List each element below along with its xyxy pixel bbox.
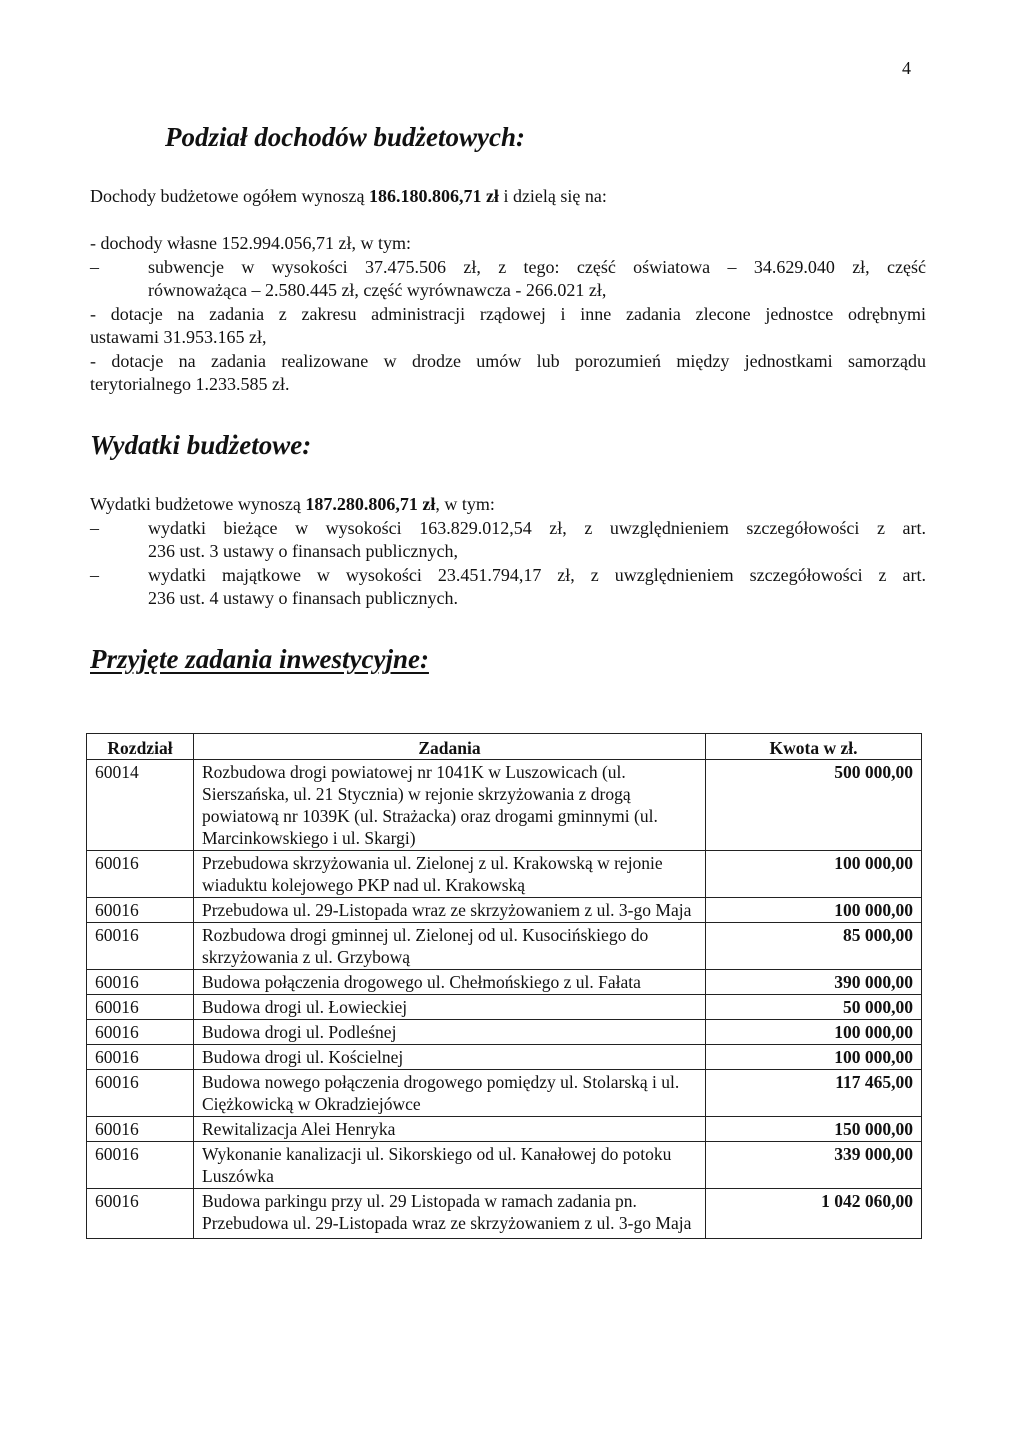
table-header-row xyxy=(87,734,922,760)
row-kwota: 500 000,00 xyxy=(706,760,922,851)
table-row xyxy=(87,851,922,898)
row-rozdzial: 60014 xyxy=(87,760,194,851)
revenue-total: 186.180.806,71 zł xyxy=(368,186,499,206)
investments-table xyxy=(86,733,922,1239)
header-kwota: Kwota w zł. xyxy=(706,734,922,760)
table-row xyxy=(87,1045,922,1070)
current-expenses-dash: – xyxy=(90,517,99,538)
table-row xyxy=(87,1189,922,1239)
revenue-breakdown xyxy=(90,232,926,397)
table-row xyxy=(87,995,922,1020)
expenditure-intro-pre: Wydatki budżetowe wynoszą xyxy=(90,494,306,514)
row-rozdzial: 60016 xyxy=(87,1045,194,1070)
row-rozdzial: 60016 xyxy=(87,1020,194,1045)
capital-expenses-line-1: wydatki majątkowe w wysokości 23.451.794,17 zł, z uwzględnieniem szczegółowości z art. xyxy=(148,564,926,585)
row-zadanie: Rozbudowa drogi gminnej ul. Zielonej od ul. Kusocińskiego do skrzyżowania z ul. Grzybową xyxy=(194,923,706,970)
row-kwota: 100 000,00 xyxy=(706,898,922,923)
capital-expenses-dash: – xyxy=(90,564,99,585)
table-row xyxy=(87,1142,922,1189)
row-zadanie: Budowa parkingu przy ul. 29 Listopada w ramach zadania pn. Przebudowa ul. 29-Listopada wraz ze skrzyżowaniem z ul. 3-go Maja xyxy=(194,1189,706,1239)
grants-admin-line-1: - dotacje na zadania z zakresu administracji rządowej i inne zadania zlecone jednostce odrębnymi xyxy=(90,303,926,324)
current-expenses-line-2: 236 ust. 3 ustawy o finansach publicznych, xyxy=(148,541,458,561)
page-number: 4 xyxy=(902,58,911,78)
row-rozdzial: 60016 xyxy=(87,970,194,995)
expenditure-intro xyxy=(90,493,926,517)
header-zadania: Zadania xyxy=(194,734,706,760)
table-row xyxy=(87,970,922,995)
row-zadanie: Budowa połączenia drogowego ul. Chełmońskiego z ul. Fałata xyxy=(194,970,706,995)
row-rozdzial: 60016 xyxy=(87,1070,194,1117)
row-zadanie: Budowa drogi ul. Łowieckiej xyxy=(194,995,706,1020)
row-kwota: 339 000,00 xyxy=(706,1142,922,1189)
table-row xyxy=(87,898,922,923)
row-rozdzial: 60016 xyxy=(87,1117,194,1142)
investments-title: Przyjęte zadania inwestycyjne: xyxy=(90,644,429,674)
row-zadanie: Przebudowa ul. 29-Listopada wraz ze skrzyżowaniem z ul. 3-go Maja xyxy=(194,898,706,923)
capital-expenses-item xyxy=(90,564,926,588)
current-expenses-line-1: wydatki bieżące w wysokości 163.829.012,54 zł, z uwzględnieniem szczegółowości z art. xyxy=(148,517,926,538)
subsidy-item xyxy=(90,256,926,280)
row-zadanie: Rozbudowa drogi powiatowej nr 1041K w Luszowicach (ul. Sierszańska, ul. 21 Stycznia) w rejonie skrzyżowania z drogą powiatową nr 1039K (ul. Strażacka) oraz drogami gminnymi (ul. Marcinkowskiego i ul. Skargi) xyxy=(194,760,706,851)
row-kwota: 150 000,00 xyxy=(706,1117,922,1142)
table-row xyxy=(87,1020,922,1045)
row-zadanie: Budowa nowego połączenia drogowego pomiędzy ul. Stolarską i ul. Ciężkowicką w Okradziejówce xyxy=(194,1070,706,1117)
capital-expenses-line-2: 236 ust. 4 ustawy o finansach publicznych. xyxy=(148,588,458,608)
table-row xyxy=(87,1070,922,1117)
row-zadanie: Rewitalizacja Alei Henryka xyxy=(194,1117,706,1142)
row-kwota: 85 000,00 xyxy=(706,923,922,970)
header-rozdzial: Rozdział xyxy=(87,734,194,760)
revenue-intro-post: i dzielą się na: xyxy=(498,186,607,206)
row-zadanie: Budowa drogi ul. Podleśnej xyxy=(194,1020,706,1045)
row-rozdzial: 60016 xyxy=(87,898,194,923)
expenditure-intro-post: , w tym: xyxy=(435,494,495,514)
grants-admin-line-2: ustawami 31.953.165 zł, xyxy=(90,327,267,347)
expenditure-title: Wydatki budżetowe: xyxy=(90,430,312,460)
table-row xyxy=(87,760,922,851)
row-rozdzial: 60016 xyxy=(87,995,194,1020)
subsidy-line-1: subwencje w wysokości 37.475.506 zł, z tego: część oświatowa – 34.629.040 zł, część xyxy=(148,256,926,277)
revenue-intro xyxy=(90,185,926,209)
current-expenses-item xyxy=(90,517,926,541)
row-kwota: 100 000,00 xyxy=(706,1020,922,1045)
row-rozdzial: 60016 xyxy=(87,1189,194,1239)
row-rozdzial: 60016 xyxy=(87,1142,194,1189)
table-row xyxy=(87,923,922,970)
row-zadanie: Przebudowa skrzyżowania ul. Zielonej z ul. Krakowską w rejonie wiaduktu kolejowego PKP nad ul. Krakowską xyxy=(194,851,706,898)
row-kwota: 117 465,00 xyxy=(706,1070,922,1117)
row-kwota: 100 000,00 xyxy=(706,851,922,898)
expenditure-total: 187.280.806,71 zł xyxy=(305,494,436,514)
revenue-title: Podział dochodów budżetowych: xyxy=(165,122,526,152)
revenue-intro-pre: Dochody budżetowe ogółem wynoszą xyxy=(90,186,369,206)
subsidy-dash: – xyxy=(90,256,99,277)
row-kwota: 100 000,00 xyxy=(706,1045,922,1070)
own-revenue-line: - dochody własne 152.994.056,71 zł, w tym: xyxy=(90,233,411,253)
table-row xyxy=(87,1117,922,1142)
row-zadanie: Budowa drogi ul. Kościelnej xyxy=(194,1045,706,1070)
row-kwota: 1 042 060,00 xyxy=(706,1189,922,1239)
subsidy-line-2: równoważąca – 2.580.445 zł, część wyrównawcza - 266.021 zł, xyxy=(148,280,607,300)
grants-agreements-line-1: - dotacje na zadania realizowane w drodze umów lub porozumień między jednostkami samorządu xyxy=(90,350,926,371)
row-zadanie: Wykonanie kanalizacji ul. Sikorskiego od ul. Kanałowej do potoku Luszówka xyxy=(194,1142,706,1189)
row-kwota: 50 000,00 xyxy=(706,995,922,1020)
row-kwota: 390 000,00 xyxy=(706,970,922,995)
grants-agreements-line-2: terytorialnego 1.233.585 zł. xyxy=(90,374,290,394)
row-rozdzial: 60016 xyxy=(87,923,194,970)
row-rozdzial: 60016 xyxy=(87,851,194,898)
expenditure-block xyxy=(90,493,926,611)
